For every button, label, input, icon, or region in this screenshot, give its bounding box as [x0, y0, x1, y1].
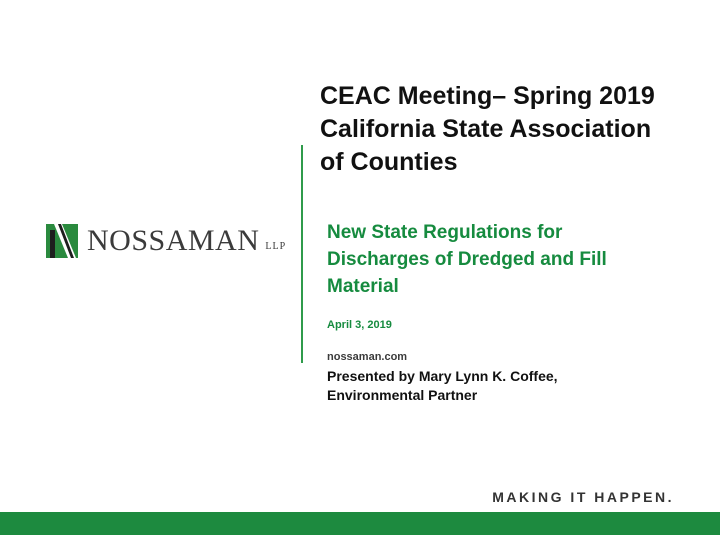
- website-link[interactable]: nossaman.com: [327, 351, 408, 363]
- presenter-line: Presented by Mary Lynn K. Coffee,: [327, 368, 558, 384]
- footer-bar: [0, 512, 720, 535]
- presenter-info: [327, 367, 558, 405]
- logo-suffix: LLP: [265, 241, 287, 252]
- subtitle-line: Discharges of Dredged and Fill: [327, 249, 607, 270]
- title-line: California State Association: [320, 115, 652, 143]
- presentation-date: April 3, 2019: [327, 319, 392, 331]
- title-line: of Counties: [320, 148, 458, 176]
- nossaman-n-mark-icon: [46, 224, 78, 258]
- tagline: MAKING IT HAPPEN.: [492, 489, 674, 505]
- vertical-divider: [301, 145, 303, 363]
- subtitle-line: Material: [327, 276, 399, 297]
- subtitle-line: New State Regulations for: [327, 222, 563, 243]
- slide-title: [320, 80, 715, 179]
- title-line: CEAC Meeting– Spring 2019: [320, 82, 655, 110]
- presenter-line: Environmental Partner: [327, 387, 478, 403]
- slide-subtitle: [327, 219, 707, 300]
- logo-wordmark: NOSSAMAN: [87, 224, 260, 257]
- nossaman-logo: [46, 224, 286, 258]
